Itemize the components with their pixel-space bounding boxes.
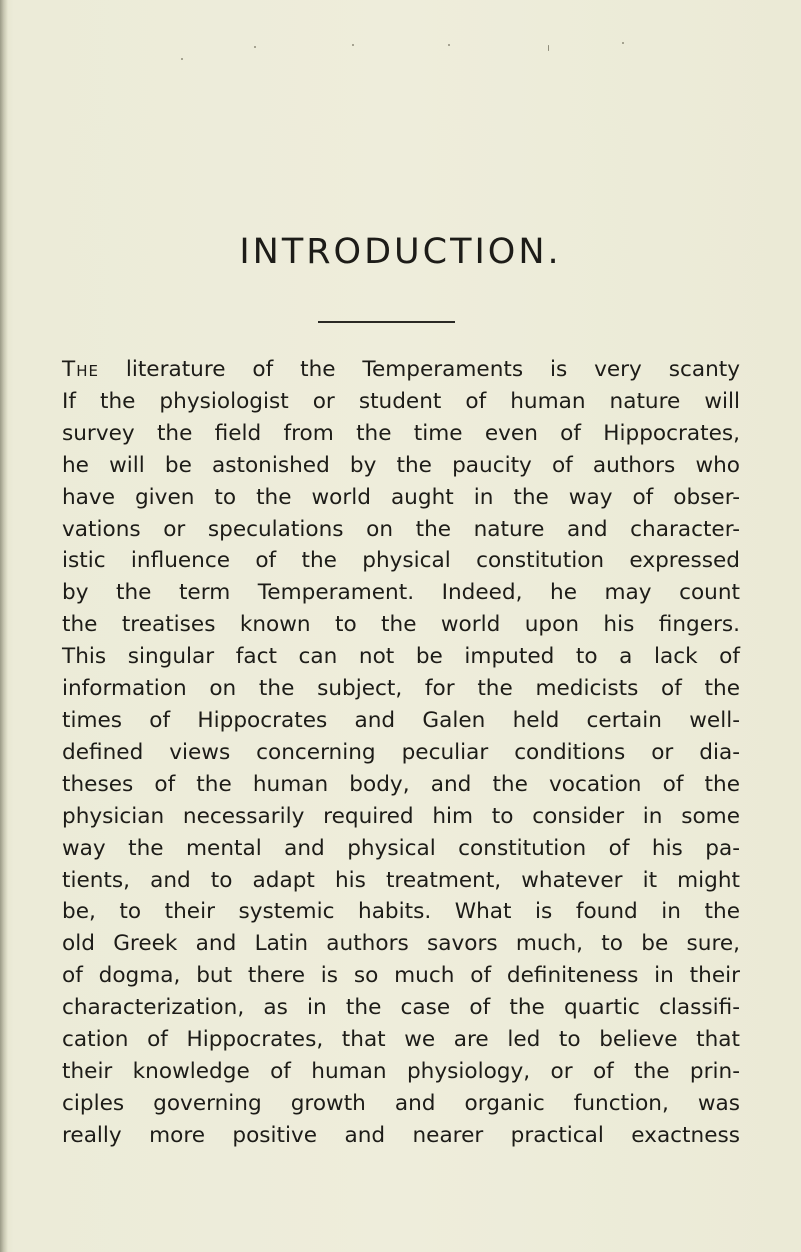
text-line: tients, and to adapt his treatment, whatever it might bbox=[62, 867, 740, 893]
paper-speck bbox=[254, 46, 256, 48]
text-line: their knowledge of human physiology, or of the prin- bbox=[62, 1058, 740, 1084]
text-line: by the term Temperament. Indeed, he may count bbox=[62, 580, 740, 606]
text-line: he will be astonished by the paucity of authors who bbox=[62, 452, 740, 478]
title-rule bbox=[318, 321, 455, 323]
first-word: The bbox=[62, 357, 99, 382]
text-line: times of Hippocrates and Galen held certain well- bbox=[62, 707, 740, 733]
text-line: really more positive and nearer practical exactness bbox=[62, 1122, 740, 1148]
text-line: have given to the world aught in the way of obser- bbox=[62, 484, 740, 510]
text-line: physician necessarily required him to consider in some bbox=[62, 803, 740, 829]
text-line: of dogma, but there is so much of definiteness in their bbox=[62, 963, 740, 989]
body-paragraph bbox=[62, 354, 740, 1152]
spine-shadow bbox=[0, 0, 8, 1252]
text-line: ciples governing growth and organic function, was bbox=[62, 1090, 740, 1116]
text-line: cation of Hippocrates, that we are led to believe that bbox=[62, 1027, 740, 1053]
paper-speck bbox=[352, 44, 354, 46]
chapter-title: INTRODUCTION. bbox=[239, 232, 562, 272]
text-line: This singular fact can not be imputed to a lack of bbox=[62, 644, 740, 670]
text-line: istic influence of the physical constitution expressed bbox=[62, 548, 740, 574]
text-line: old Greek and Latin authors savors much, to be sure, bbox=[62, 931, 740, 957]
text-line: defined views concerning peculiar conditions or dia- bbox=[62, 739, 740, 765]
text-line: theses of the human body, and the vocation of the bbox=[62, 771, 740, 797]
text-line bbox=[62, 354, 740, 386]
text-line: survey the field from the time even of Hippocrates, bbox=[62, 420, 740, 446]
paper-speck bbox=[181, 58, 183, 60]
text-line: be, to their systemic habits. What is found in the bbox=[62, 899, 740, 925]
text-line: characterization, as in the case of the quartic classifi- bbox=[62, 995, 740, 1021]
paper-speck bbox=[448, 44, 450, 46]
paper-speck bbox=[622, 42, 624, 44]
text-line: vations or speculations on the nature and character- bbox=[62, 516, 740, 542]
paper-speck bbox=[548, 45, 549, 51]
text-line: way the mental and physical constitution of his pa- bbox=[62, 835, 740, 861]
text-line: the treatises known to the world upon his fingers. bbox=[62, 612, 740, 638]
first-line-rest: literature of the Temperaments is very scanty bbox=[125, 357, 740, 382]
text-line: If the physiologist or student of human nature will bbox=[62, 388, 740, 414]
text-line: information on the subject, for the medicists of the bbox=[62, 676, 740, 702]
